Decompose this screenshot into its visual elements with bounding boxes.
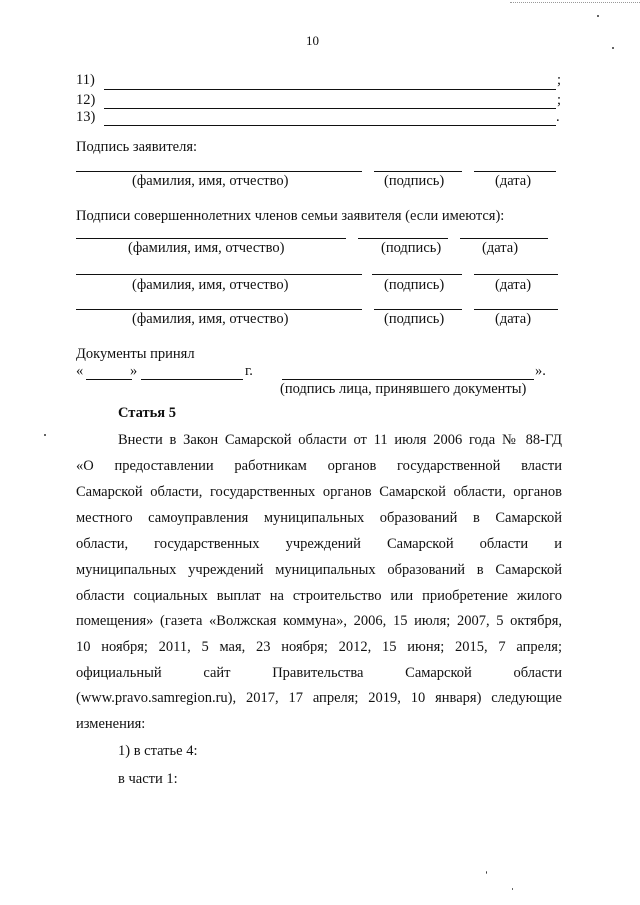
applicant-date-caption: (дата) xyxy=(495,173,532,189)
line-end-11: ; xyxy=(557,72,562,88)
family-signature-caption: (подпись) xyxy=(381,240,442,256)
line-number-11: 11) xyxy=(76,72,95,88)
scan-speck xyxy=(486,871,487,874)
blank-line-13 xyxy=(104,125,556,126)
article-line-5: области, государственных учреждений Самарской области и xyxy=(76,536,562,552)
month-year-blank-line xyxy=(141,379,243,380)
documents-accepted-heading: Документы принял xyxy=(76,346,195,362)
article-title: Статья 5 xyxy=(118,405,176,421)
receiver-signature-line xyxy=(282,379,534,380)
receiver-signature-caption: (подпись лица, принявшего документы) xyxy=(280,381,527,397)
family-signature-line xyxy=(372,274,462,275)
signature-quote-end: ». xyxy=(535,363,546,379)
line-end-12: ; xyxy=(557,92,562,108)
line-end-13: . xyxy=(556,109,560,125)
part-1: в части 1: xyxy=(118,771,178,787)
family-date-caption: (дата) xyxy=(482,240,519,256)
family-signature-caption: (подпись) xyxy=(384,277,445,293)
date-quote-open: « xyxy=(76,363,84,379)
day-blank-line xyxy=(86,379,132,380)
family-name-line xyxy=(76,309,362,310)
page-number: 10 xyxy=(306,33,319,48)
line-number-13: 13) xyxy=(76,109,96,125)
family-signature-caption: (подпись) xyxy=(384,311,445,327)
article-line-7: области социальных выплат на строительство или приобретение жилого xyxy=(76,588,562,604)
family-name-line xyxy=(76,238,346,239)
article-line-6: муниципальных учреждений муниципальных образований в Самарской xyxy=(76,562,562,578)
family-signature-line xyxy=(374,309,462,310)
family-date-line xyxy=(474,274,558,275)
article-line-11: (www.pravo.samregion.ru), 2017, 17 апреля; 2019, 10 января) следующие xyxy=(76,690,562,706)
line-number-12: 12) xyxy=(76,92,96,108)
family-signatures-heading: Подписи совершеннолетних членов семьи заявителя (если имеются): xyxy=(76,208,505,224)
family-date-caption: (дата) xyxy=(495,311,532,327)
family-name-line xyxy=(76,274,362,275)
family-name-caption: (фамилия, имя, отчество) xyxy=(132,311,289,327)
applicant-signature-caption: (подпись) xyxy=(384,173,445,189)
blank-line-11 xyxy=(104,89,556,90)
family-date-line xyxy=(460,238,548,239)
applicant-name-caption: (фамилия, имя, отчество) xyxy=(132,173,289,189)
family-date-caption: (дата) xyxy=(495,277,532,293)
applicant-name-line xyxy=(76,171,362,172)
family-name-caption: (фамилия, имя, отчество) xyxy=(128,240,285,256)
scan-edge-mark xyxy=(510,2,640,3)
applicant-date-line xyxy=(474,171,556,172)
article-line-1: Внести в Закон Самарской области от 11 июля 2006 года № 88-ГД xyxy=(118,432,562,448)
applicant-signature-line xyxy=(374,171,462,172)
article-line-4: местного самоуправления муниципальных образований в Самарской xyxy=(76,510,562,526)
article-line-2: «О предоставлении работникам органов государственной власти xyxy=(76,458,562,474)
family-signature-line xyxy=(358,238,448,239)
article-line-3: Самарской области, государственных органов Самарской области, органов xyxy=(76,484,562,500)
scan-speck xyxy=(512,888,513,890)
family-name-caption: (фамилия, имя, отчество) xyxy=(132,277,289,293)
year-suffix: г. xyxy=(245,363,253,379)
family-date-line xyxy=(474,309,558,310)
article-line-9: 10 ноября; 2011, 5 мая, 23 ноября; 2012, 15 июня; 2015, 7 апреля; xyxy=(76,639,562,655)
scan-speck xyxy=(597,15,599,17)
scan-speck xyxy=(612,47,614,49)
item-1: 1) в статье 4: xyxy=(118,743,198,759)
article-line-10: официальный сайт Правительства Самарской области xyxy=(76,665,562,681)
applicant-signature-heading: Подпись заявителя: xyxy=(76,139,198,155)
article-line-12: изменения: xyxy=(76,716,146,732)
article-line-8: помещения» (газета «Волжская коммуна», 2006, 15 июля; 2007, 5 октября, xyxy=(76,613,562,629)
date-quote-close: » xyxy=(130,363,138,379)
scan-speck xyxy=(44,434,46,436)
blank-line-12 xyxy=(104,108,556,109)
